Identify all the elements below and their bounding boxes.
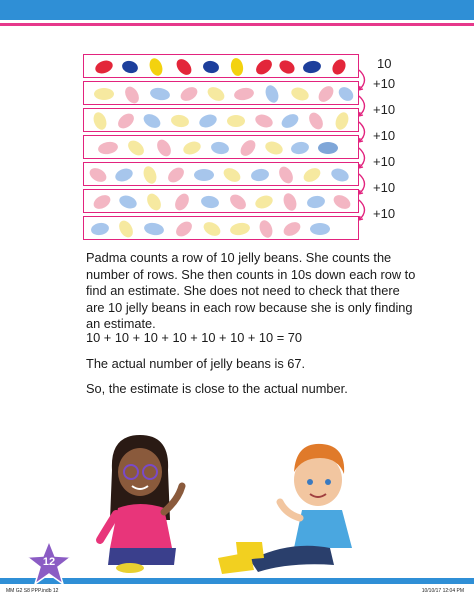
arrow-icon [357,172,371,196]
count-label-3: +10 [373,102,396,117]
bean-row-4 [83,135,359,159]
bean-row-3-beans [84,109,360,133]
bean-row-1-beans [84,55,360,79]
arrow-icon [357,198,371,222]
top-stripe-pink [0,23,474,26]
addition-equation: 10 + 10 + 10 + 10 + 10 + 10 + 10 = 70 [86,330,302,345]
conclusion-sentence: So, the estimate is close to the actual number. [86,381,348,396]
jelly-bean-rows [83,54,359,239]
children-illustration [90,430,390,580]
bean-row-3 [83,108,359,132]
footer-file-name: MM G2 S8 PPP.indb 12 [6,588,59,594]
count-label-1: 10 [377,56,392,71]
bean-row-6-beans [84,190,360,214]
print-footer [0,586,474,597]
bean-row-4-beans [84,136,360,160]
count-label-5: +10 [373,154,396,169]
bean-row-7-beans [84,217,360,241]
bean-row-1 [83,54,359,78]
explanation-paragraph: Padma counts a row of 10 jelly beans. She counts the number of rows. She then counts in 10s down each row to find an estimate. She does not need to check that there are 10 jelly beans in each row because she is only finding an estimate. [86,250,416,331]
bean-row-2 [83,81,359,105]
count-label-4: +10 [373,128,396,143]
bean-row-5-beans [84,163,360,187]
footer-timestamp: 10/10/17 12:04 PM [421,588,464,594]
arrow-icon [357,120,371,144]
bean-row-7 [83,216,359,240]
arrow-icon [357,146,371,170]
actual-count-sentence: The actual number of jelly beans is 67. [86,356,306,371]
page-number: 12 [42,556,56,568]
count-label-6: +10 [373,180,396,195]
bean-row-6 [83,189,359,213]
count-label-7: +10 [373,206,396,221]
bean-row-2-beans [84,82,360,106]
count-label-2: +10 [373,76,396,91]
count-labels [355,56,415,236]
girl-character [100,435,182,573]
bean-row-5 [83,162,359,186]
arrow-icon [357,68,371,92]
arrow-icon [357,94,371,118]
boy-character [218,444,352,574]
top-banner [0,0,474,20]
